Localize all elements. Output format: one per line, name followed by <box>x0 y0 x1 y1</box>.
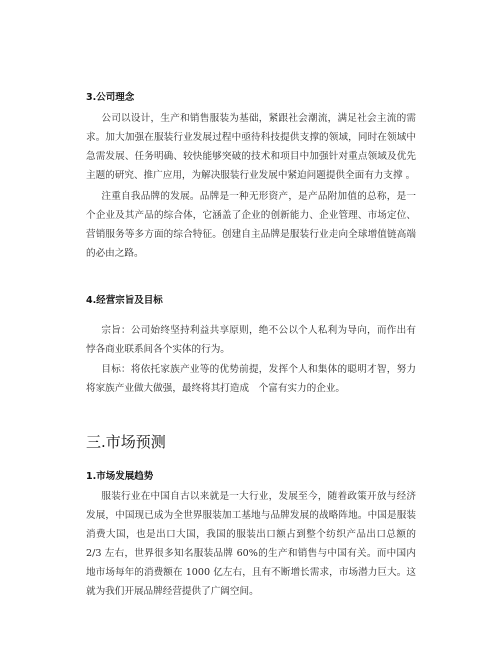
paragraph-company-idea-2: 注重自我品牌的发展。品牌是一种无形资产，是产品附加值的总称，是一个企业及其产品的综合体，它涵盖了企业的创新能力、企业管理、市场定位、营销服务等多方面的综合特征。创建自主品牌是服装行业走向全球增值链高端的必由之路。 <box>86 191 416 259</box>
heading-business-purpose: 4.经营宗旨及目标 <box>86 295 163 306</box>
paragraph-goal: 目标：将依托家族产业等的优势前提，发挥个人和集体的聪明才智，努力将家族产业做大做强，最终将其打造成 个富有实力的企业。 <box>86 364 416 394</box>
paragraph-market-trend: 服装行业在中国自古以来就是一大行业，发展至今，随着政策开放与经济发展，中国现已成为全世界服装加工基地与品牌发展的战略阵地。中国是服装消费大国，也是出口大国，我国的服装出口额占到整个纺织产品出口总额的 2/3 左右，世界很多知名服装品牌 60%的生产和销售与中国有关。而中国内地市场每年的消费额在 1000 亿左右，且有不断增长需求，市场潜力巨大。这就为我们开展品牌经营提供了广阔空间。 <box>86 491 416 597</box>
heading-market-forecast: 三.市场预测 <box>86 433 166 451</box>
paragraph-purpose: 宗旨：公司始终坚持利益共享原则，绝不公以个人私利为导向，而作出有悖各商业联系间各个实体的行为。 <box>86 325 416 355</box>
heading-market-trend: 1.市场发展趋势 <box>86 471 154 482</box>
heading-company-idea: 3.公司理念 <box>86 92 135 103</box>
paragraph-company-idea-1: 公司以设计，生产和销售服装为基础，紧跟社会潮流，满足社会主流的需求。加大加强在服装行业发展过程中亟待科技提供支撑的领域，同时在领域中急需发展、任务明确、较快能够突破的技术和项目中加强针对重点领域及优先主题的研究、推广应用，为解决服装行业发展中紧迫问题提供全面有力支撑 。 <box>86 113 416 181</box>
